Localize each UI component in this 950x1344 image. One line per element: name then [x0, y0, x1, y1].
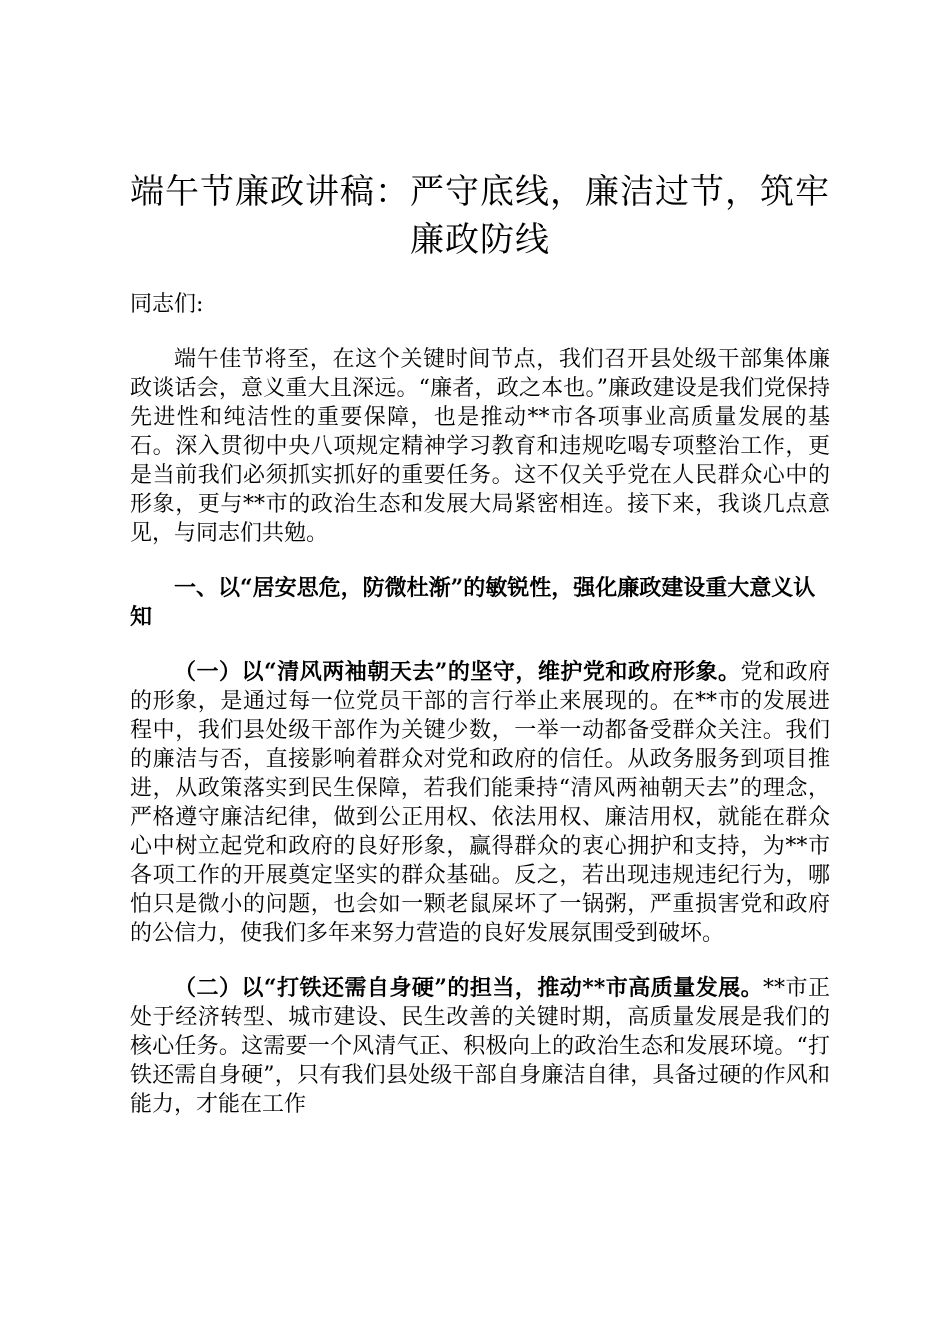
- subsection-2-body: **市正处于经济转型、城市建设、民生改善的关键时期，高质量发展是我们的核心任务。这需要一个风清气正、积极向上的政治生态和发展环境。“打铁还需自身硬”，只有我们县处级干部自身廉洁自律，具备过硬的作风和能力，才能在工作: [130, 976, 830, 1117]
- subsection-1-heading: （一）以“清风两袖朝天去”的坚守，维护党和政府形象。: [174, 659, 741, 685]
- salutation: 同志们:: [130, 292, 204, 317]
- subsection-2-paragraph: [130, 974, 830, 1119]
- section-1-heading: 一、以“居安思危，防微杜渐”的敏锐性，强化廉政建设重大意义认知: [130, 575, 816, 630]
- document-title: 端午节廉政讲稿：严守底线，廉洁过节，筑牢廉政防线: [130, 172, 830, 260]
- intro-paragraph: 端午佳节将至，在这个关键时间节点，我们召开县处级干部集体廉政谈话会，意义重大且深远。“廉者，政之本也。”廉政建设是我们党保持先进性和纯洁性的重要保障，也是推动**市各项事业高质量发展的基石。深入贯彻中央八项规定精神学习教育和违规吃喝专项整治工作，更是当前我们必须抓实抓好的重要任务。这不仅关乎党在人民群众心中的形象，更与**市的政治生态和发展大局紧密相连。接下来，我谈几点意见，与同志们共勉。: [130, 347, 830, 546]
- subsection-1-paragraph: [130, 658, 830, 948]
- document-page: [130, 168, 830, 1119]
- subsection-1-body: 党和政府的形象，是通过每一位党员干部的言行举止来展现的。在**市的发展进程中，我们县处级干部作为关键少数，一举一动都备受群众关注。我们的廉洁与否，直接影响着群众对党和政府的信任。从政务服务到项目推进，从政策落实到民生保障，若我们能秉持“清风两袖朝天去”的理念，严格遵守廉洁纪律，做到公正用权、依法用权、廉洁用权，就能在群众心中树立起党和政府的良好形象，赢得群众的衷心拥护和支持，为**市各项工作的开展奠定坚实的群众基础。反之，若出现违规违纪行为，哪怕只是微小的问题，也会如一颗老鼠屎坏了一锅粥，严重损害党和政府的公信力，使我们多年来努力营造的良好发展氛围受到破坏。: [130, 660, 830, 946]
- subsection-2-heading: （二）以“打铁还需自身硬”的担当，推动**市高质量发展。: [174, 975, 764, 1001]
